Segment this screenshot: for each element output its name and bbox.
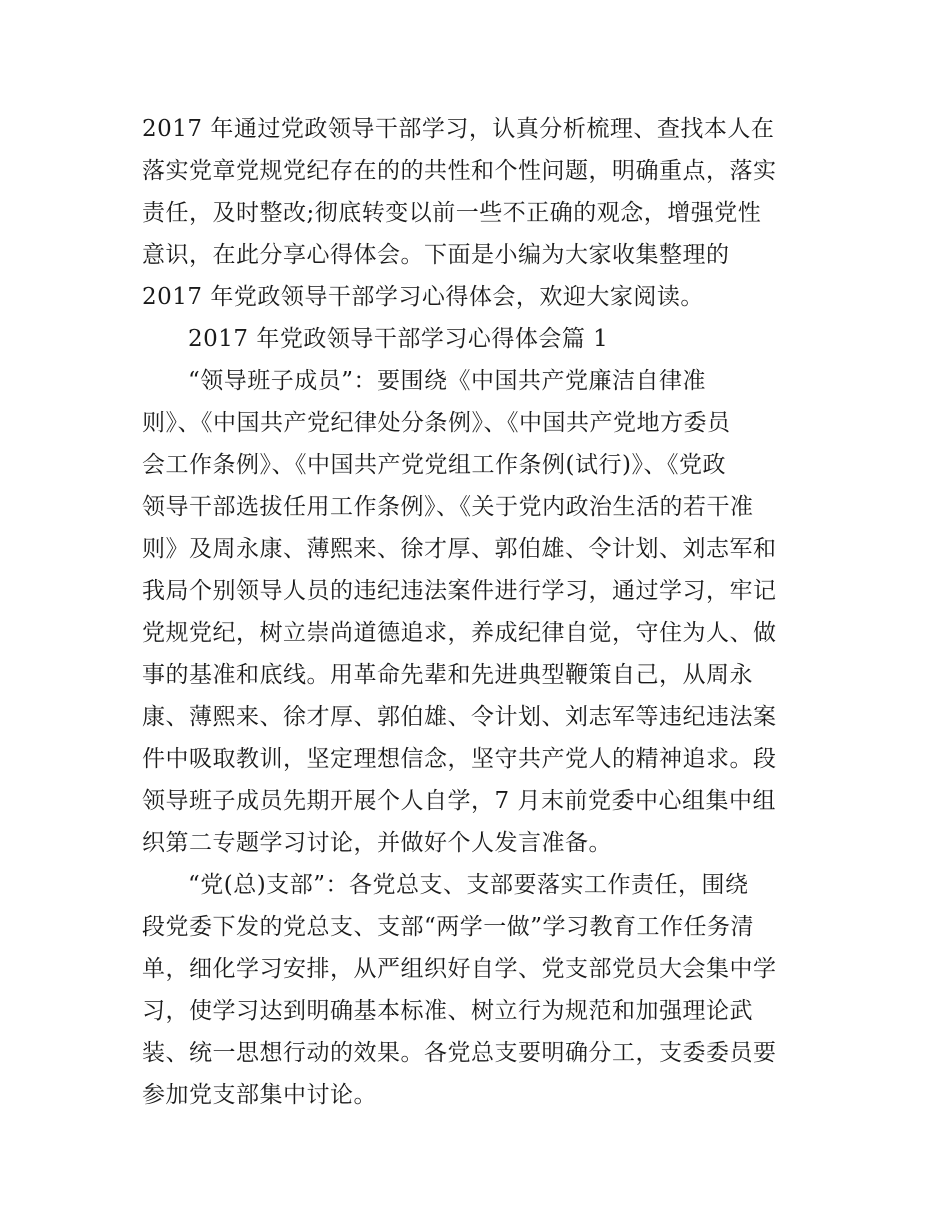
text-line: 领导干部选拔任用工作条例》、《关于党内政治生活的若干准 [142,494,754,520]
text-line: 段党委下发的党总支、支部“两学一做”学习教育工作任务清 [142,914,755,940]
text-line: 事的基准和底线。用革命先辈和先进典型鞭策自己，从周永 [142,662,753,688]
text-line: 责任，及时整改;彻底转变以前一些不正确的观念，增强党性 [142,200,762,226]
text-line: 意识，在此分享心得体会。下面是小编为大家收集整理的 [142,242,730,268]
text-line: 习，使学习达到明确基本标准、树立行为规范和加强理论武 [142,998,753,1024]
text-line: 参加党支部集中讨论。 [142,1082,377,1108]
text-line: 落实党章党规党纪存在的的共性和个性问题，明确重点，落实 [142,158,777,184]
text-line: 织第二专题学习讨论，并做好个人发言准备。 [142,830,612,856]
text-line: 则》及周永康、薄熙来、徐才厚、郭伯雄、令计划、刘志军和 [142,536,777,562]
text-line: 则》、《中国共产党纪律处分条例》、《中国共产党地方委员 [142,410,731,436]
intro-paragraph [142,108,814,318]
text-line: 2017 年党政领导干部学习心得体会，欢迎大家阅读。 [142,284,704,310]
text-line: 会工作条例》、《中国共产党党组工作条例(试行)》、《党政 [142,452,726,478]
text-line: 2017 年通过党政领导干部学习，认真分析梳理、查找本人在 [142,116,775,142]
section-title: 2017 年党政领导干部学习心得体会篇 1 [188,326,609,352]
text-line: 单，细化学习安排，从严组织好自学、党支部党员大会集中学 [142,956,777,982]
text-line: 领导班子成员先期开展个人自学，7 月末前党委中心组集中组 [142,788,776,814]
text-line: 我局个别领导人员的违纪违法案件进行学习，通过学习，牢记 [142,578,777,604]
text-line: 康、薄熙来、徐才厚、郭伯雄、令计划、刘志军等违纪违法案 [142,704,777,730]
paragraph-party-branch [142,864,814,1116]
text-line: 装、统一思想行动的效果。各党总支要明确分工，支委委员要 [142,1040,777,1066]
text-line: “领导班子成员”：要围绕《中国共产党廉洁自律准 [188,368,707,394]
text-line: 党规党纪，树立崇尚道德追求，养成纪律自觉，守住为人、做 [142,620,777,646]
text-line: 件中吸取教训，坚定理想信念，坚守共产党人的精神追求。段 [142,746,777,772]
text-line: “党(总)支部”：各党总支、支部要落实工作责任，围绕 [188,872,749,898]
paragraph-leadership [142,360,814,864]
document-body [142,108,814,1116]
